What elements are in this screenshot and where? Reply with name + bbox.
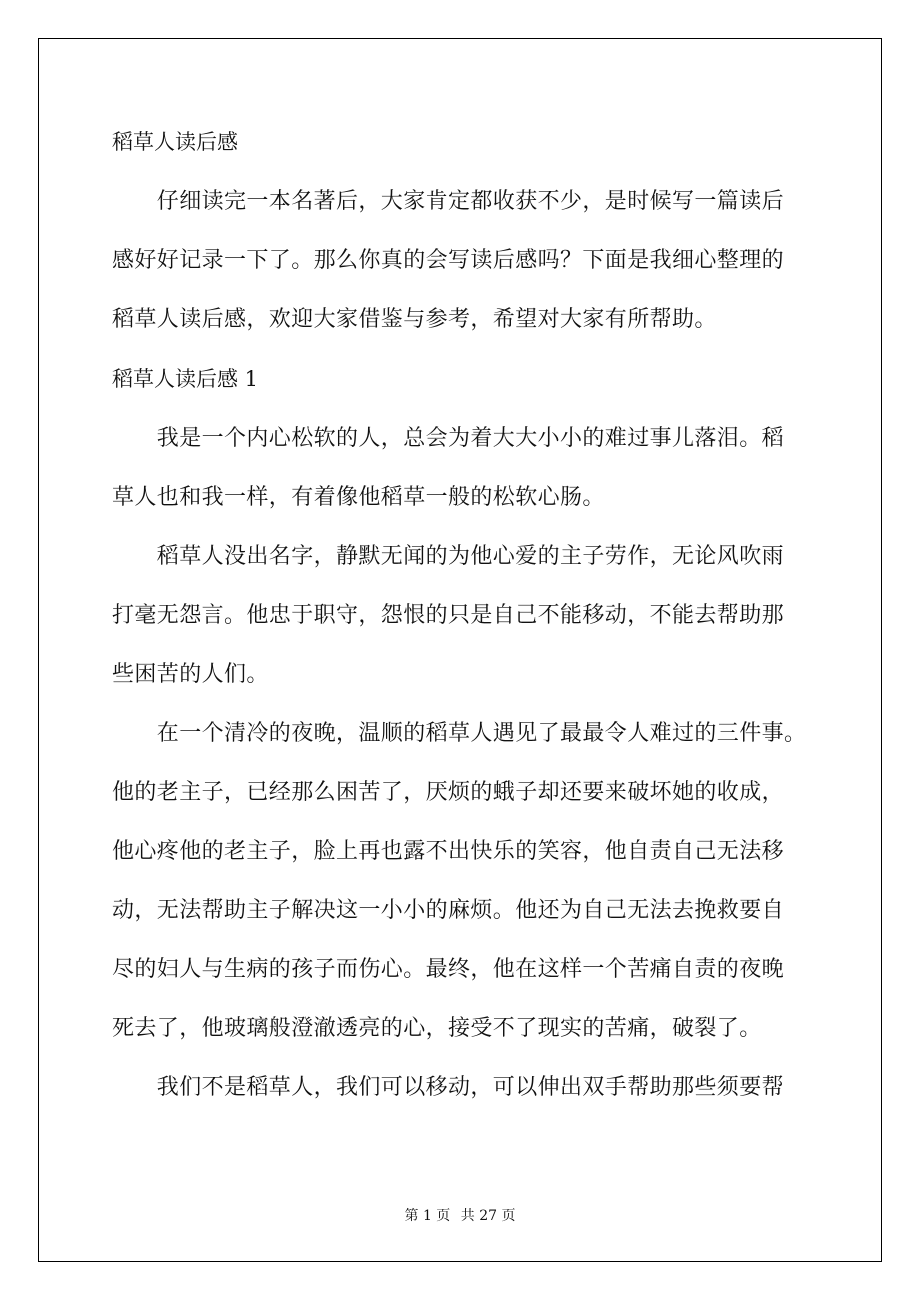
text-line: 打毫无怨言。他忠于职守，怨恨的只是自己不能移动，不能去帮助那 [112, 603, 785, 628]
text-line: 稻草人读后感，欢迎大家借鉴与参考，希望对大家有所帮助。 [112, 307, 717, 332]
intro-paragraph [112, 182, 812, 340]
page-footer [0, 1206, 920, 1226]
text-line: 仔细读完一本名著后，大家肯定都收获不少，是时候写一篇读后 [112, 189, 785, 214]
paragraph-4 [112, 1068, 812, 1108]
text-line: 他的老主子，已经那么困苦了，厌烦的蛾子却还要来破坏她的收成， [112, 780, 785, 805]
paragraph-3 [112, 714, 812, 1049]
text-line: 我是一个内心松软的人，总会为着大大小小的难过事儿落泪。稻 [112, 426, 785, 451]
document-body [112, 122, 812, 1127]
text-line: 尽的妇人与生病的孩子而伤心。最终，他在这样一个苦痛自责的夜晚 [112, 957, 785, 982]
text-line: 些困苦的人们。 [112, 662, 269, 687]
text-line: 我们不是稻草人，我们可以移动，可以伸出双手帮助那些须要帮 [112, 1075, 785, 1100]
text-line: 他心疼他的老主子，脸上再也露不出快乐的笑容，他自责自己无法移 [112, 839, 785, 864]
text-line: 动，无法帮助主子解决这一小小的麻烦。他还为自己无法去挽救要自 [112, 898, 785, 923]
text-line: 死去了，他玻璃般澄澈透亮的心，接受不了现实的苦痛，破裂了。 [112, 1016, 762, 1041]
paragraph-1 [112, 419, 812, 518]
document-title: 稻草人读后感 [112, 130, 238, 154]
section-title: 稻草人读后感 1 [112, 367, 259, 391]
text-line: 感好好记录一下了。那么你真的会写读后感吗？下面是我细心整理的 [112, 248, 785, 273]
paragraph-2 [112, 537, 812, 695]
text-line: 草人也和我一样，有着像他稻草一般的松软心肠。 [112, 485, 605, 510]
text-line: 在一个清冷的夜晚，温顺的稻草人遇见了最最令人难过的三件事。 [112, 721, 807, 746]
page-number: 第 1 页 [404, 1208, 451, 1224]
page-total: 共 27 页 [460, 1208, 516, 1224]
text-line: 稻草人没出名字，静默无闻的为他心爱的主子劳作，无论风吹雨 [112, 544, 785, 569]
